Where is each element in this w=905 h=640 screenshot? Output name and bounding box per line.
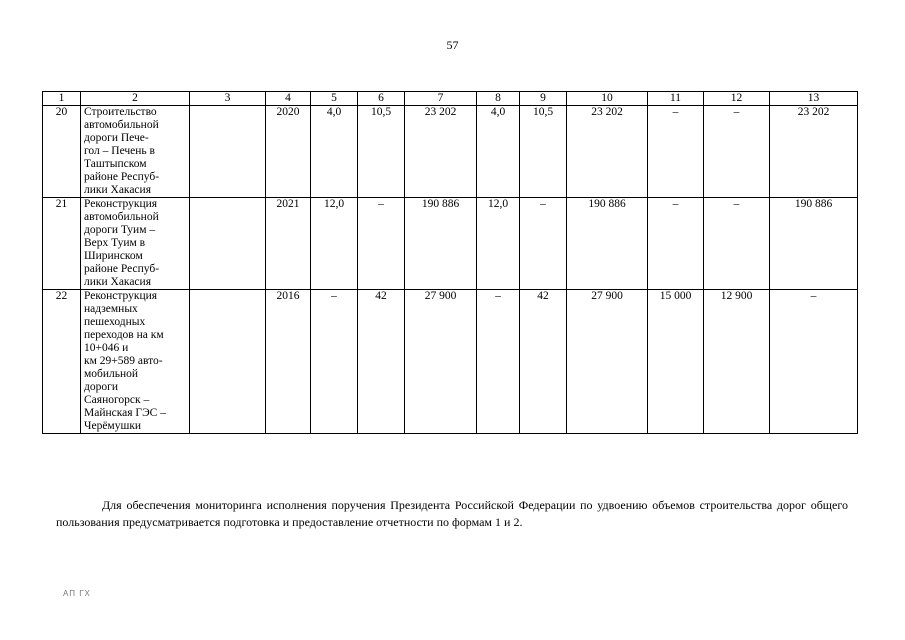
- table-row: [43, 290, 858, 434]
- table-cell: 4,0: [477, 106, 520, 198]
- column-header: 11: [648, 92, 704, 106]
- column-header: 4: [266, 92, 311, 106]
- table-cell: –: [704, 198, 770, 290]
- table-cell: 27 900: [405, 290, 477, 434]
- table-cell: –: [648, 106, 704, 198]
- table-cell: 42: [358, 290, 405, 434]
- table-cell: 15 000: [648, 290, 704, 434]
- column-header: 5: [311, 92, 358, 106]
- column-header: 2: [81, 92, 190, 106]
- table-cell: –: [704, 106, 770, 198]
- table-cell: 190 886: [770, 198, 858, 290]
- table-cell: 23 202: [770, 106, 858, 198]
- table-cell: 2016: [266, 290, 311, 434]
- monitoring-note: Для обеспечения мониторинга исполнения поручения Президента Российской Федерации по удвоению объемов строительства дорог общего пользования предусматривается подготовка и предоставление отчетности по формам 1 и 2.: [56, 498, 848, 529]
- table-cell: –: [520, 198, 567, 290]
- footer-mark: АП ГХ: [63, 589, 91, 598]
- row-number-cell: 21: [43, 198, 81, 290]
- table-cell: 10,5: [358, 106, 405, 198]
- table-row: [43, 106, 858, 198]
- table-cell: 10,5: [520, 106, 567, 198]
- object-name-cell: Строительство автомобильной дороги Пече- гол – Печень в Таштыпском районе Респуб- лики Хакасия: [81, 106, 190, 198]
- table-cell: –: [477, 290, 520, 434]
- page-number: 57: [446, 38, 459, 52]
- column-header: 10: [567, 92, 648, 106]
- object-name-cell: Реконструкция надземных пешеходных переходов на км 10+046 и км 29+589 авто- мобильной дороги Саяногорск – Майнская ГЭС – Черёмушки: [81, 290, 190, 434]
- table-cell: [190, 198, 266, 290]
- column-header: 7: [405, 92, 477, 106]
- column-header: 1: [43, 92, 81, 106]
- table-row: [43, 198, 858, 290]
- table-cell: 190 886: [405, 198, 477, 290]
- table-cell: 27 900: [567, 290, 648, 434]
- data-table: [42, 91, 858, 434]
- table-cell: 23 202: [567, 106, 648, 198]
- column-header: 9: [520, 92, 567, 106]
- table-cell: –: [770, 290, 858, 434]
- table-cell: 42: [520, 290, 567, 434]
- table-cell: [190, 290, 266, 434]
- column-header: 8: [477, 92, 520, 106]
- table-cell: 12 900: [704, 290, 770, 434]
- table-cell: 23 202: [405, 106, 477, 198]
- table-cell: 2020: [266, 106, 311, 198]
- table-cell: 190 886: [567, 198, 648, 290]
- column-header: 3: [190, 92, 266, 106]
- table-cell: [190, 106, 266, 198]
- table-cell: –: [358, 198, 405, 290]
- row-number-cell: 20: [43, 106, 81, 198]
- table-cell: 2021: [266, 198, 311, 290]
- header-row: [43, 92, 858, 106]
- table-cell: 12,0: [477, 198, 520, 290]
- row-number-cell: 22: [43, 290, 81, 434]
- object-name-cell: Реконструкция автомобильной дороги Туим – Верх Туим в Ширинском районе Респуб- лики Хакасия: [81, 198, 190, 290]
- table-cell: 12,0: [311, 198, 358, 290]
- table-cell: –: [648, 198, 704, 290]
- table-cell: –: [311, 290, 358, 434]
- table-cell: 4,0: [311, 106, 358, 198]
- column-header: 13: [770, 92, 858, 106]
- column-header: 12: [704, 92, 770, 106]
- column-header: 6: [358, 92, 405, 106]
